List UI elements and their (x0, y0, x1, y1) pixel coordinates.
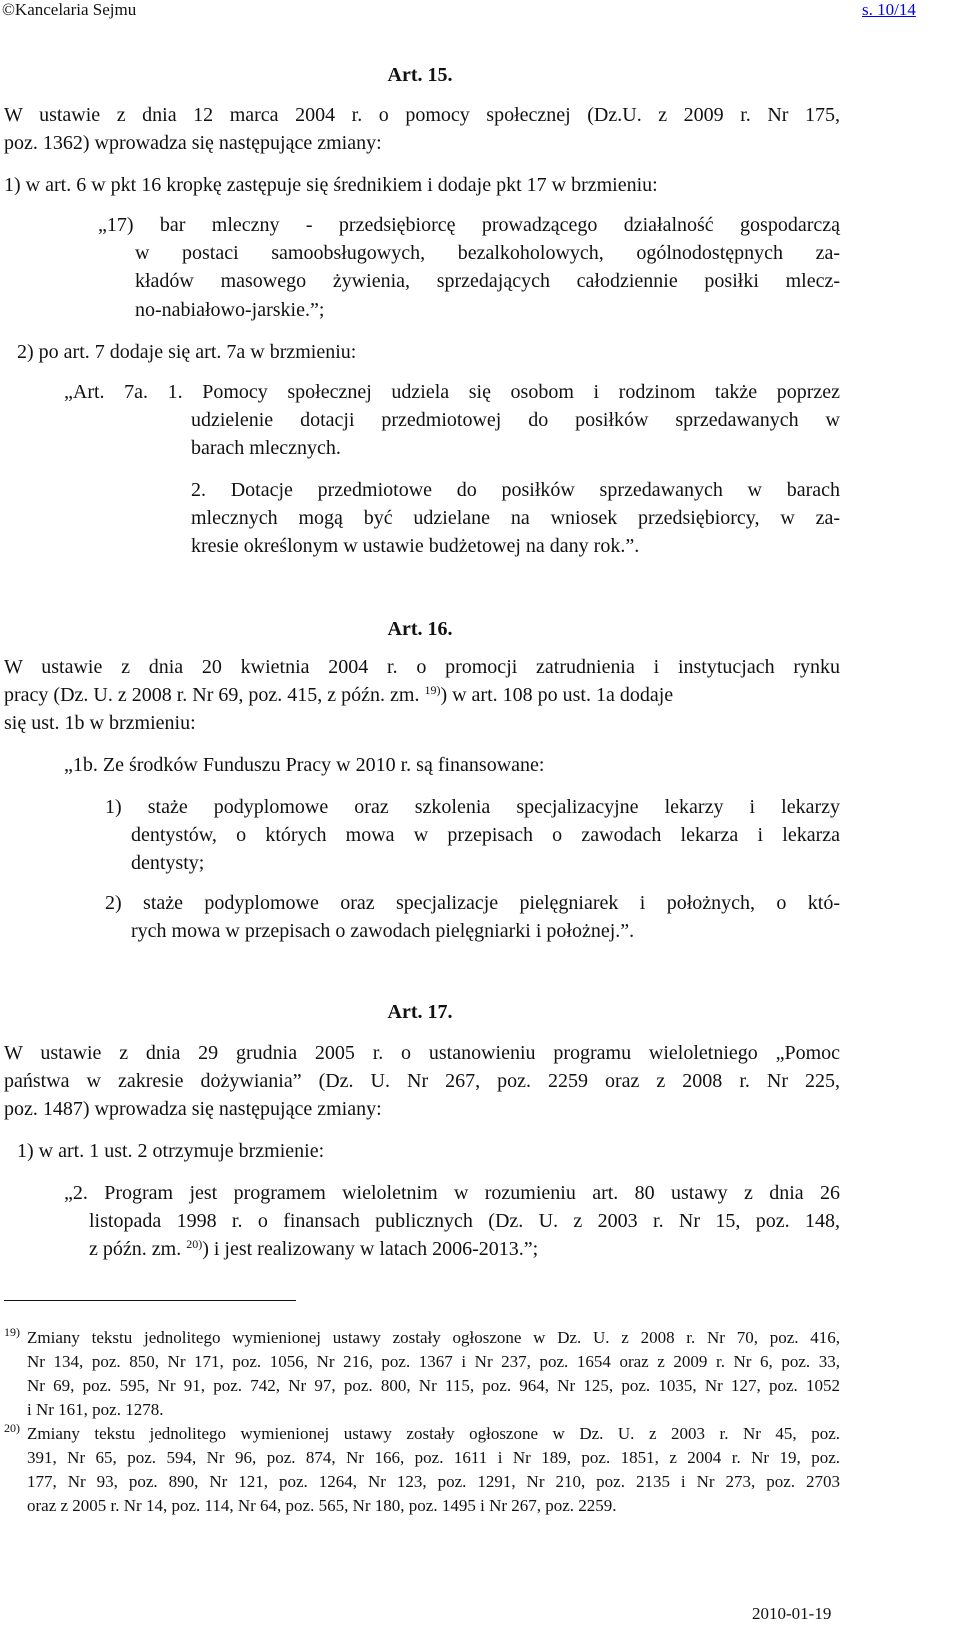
art15-item2: 2) po art. 7 dodaje się art. 7a w brzmieniu: (17, 341, 357, 363)
art16-point1-line1: 1) staże podyplomowe oraz szkolenia specjalizacyjne lekarzy i lekarzy (105, 796, 840, 818)
art16-intro-line2: pracy (Dz. U. z 2008 r. Nr 69, poz. 415, z późn. zm. $^{19)}$) w art. 108 po ust. 1a dodaje (4, 683, 674, 706)
art15-quote17-line1: „17) bar mleczny - przedsiębiorcę prowadzącego działalność gospodarczą (98, 214, 840, 236)
footnote-19-number: 19) (4, 1325, 20, 1339)
footnote-20-line3: 177, Nr 93, poz. 890, Nr 121, poz. 1264, Nr 123, poz. 1291, Nr 210, poz. 2135 i Nr 273, poz. 2703 (27, 1472, 840, 1491)
art7a-p2-line1: 2. Dotacje przedmiotowe do posiłków sprzedawanych w barach (191, 479, 840, 501)
footnote-19-line2: Nr 134, poz. 850, Nr 171, poz. 1056, Nr 216, poz. 1367 i Nr 237, poz. 1654 oraz z 2009 r. Nr 6, poz. 33, (27, 1352, 840, 1371)
art16-point2-line1: 2) staże podyplomowe oraz specjalizacje pielęgniarek i położnych, o któ- (105, 892, 840, 914)
art7a-p1-line1: „Art. 7a. 1. Pomocy społecznej udziela się osobom i rodzinom także poprzez (64, 381, 840, 403)
art15-quote17-line4: no-nabiałowo-jarskie.”; (135, 299, 325, 321)
art16-intro-line3: się ust. 1b w brzmieniu: (4, 712, 196, 734)
footnote-ref-19: 19) (424, 683, 441, 697)
art17-quote-line2: listopada 1998 r. o finansach publicznych (Dz. U. z 2003 r. Nr 15, poz. 148, (89, 1210, 840, 1232)
footnote-20-line1: Zmiany tekstu jednolitego wymienionej ustawy zostały ogłoszone w Dz. U. z 2003 r. Nr 45, poz. (27, 1424, 840, 1443)
footnote-ref-20: 20) (186, 1237, 203, 1251)
art15-quote17-line3: kładów masowego żywienia, sprzedających całodziennie posiłki mlecz- (135, 270, 840, 292)
art17-heading: Art. 17. (387, 1001, 453, 1023)
footnote-20-number: 20) (4, 1421, 20, 1435)
art16-point1-line2: dentystów, o których mowa w przepisach o zawodach lekarza i lekarza (131, 824, 840, 846)
art17-intro-line3: poz. 1487) wprowadza się następujące zmiany: (4, 1098, 382, 1120)
footnote-19-line4: i Nr 161, poz. 1278. (27, 1400, 164, 1419)
footnote-20-line2: 391, Nr 65, poz. 594, Nr 96, poz. 874, Nr 166, poz. 1611 i Nr 189, poz. 1851, z 2004 r. Nr 19, poz. (27, 1448, 840, 1467)
art15-intro-line1: W ustawie z dnia 12 marca 2004 r. o pomocy społecznej (Dz.U. z 2009 r. Nr 175, (4, 104, 840, 126)
art7a-p1-line3: barach mlecznych. (191, 437, 341, 459)
art16-intro-line1: W ustawie z dnia 20 kwietnia 2004 r. o promocji zatrudnienia i instytucjach rynku (4, 656, 840, 678)
art17-quote-line3: z późn. zm. $^{20)}$) i jest realizowany w latach 2006-2013.”; (89, 1237, 539, 1260)
art16-point2-line2: rych mowa w przepisach o zawodach pielęgniarki i położnej.”. (131, 920, 635, 942)
art16-quote-intro: „1b. Ze środków Funduszu Pracy w 2010 r. są finansowane: (64, 754, 545, 776)
art17-item1: 1) w art. 1 ust. 2 otrzymuje brzmienie: (17, 1140, 325, 1162)
page-number-link[interactable]: s. 10/14 (862, 0, 916, 19)
footer-date: 2010-01-19 (752, 1604, 832, 1623)
art7a-p2-line3: kresie określonym w ustawie budżetowej na dany rok.”. (191, 535, 640, 557)
footnote-19-line1: Zmiany tekstu jednolitego wymienionej ustawy zostały ogłoszone w Dz. U. z 2008 r. Nr 70, poz. 416, (27, 1328, 840, 1347)
art17-intro-line1: W ustawie z dnia 29 grudnia 2005 r. o ustanowieniu programu wieloletniego „Pomoc (4, 1042, 840, 1064)
art7a-p2-line2: mlecznych mogą być udzielane na wniosek przedsiębiorcy, w za- (191, 507, 840, 529)
art17-intro-line2: państwa w zakresie dożywiania” (Dz. U. Nr 267, poz. 2259 oraz z 2008 r. Nr 225, (4, 1070, 840, 1092)
header-source: ©Kancelaria Sejmu (2, 0, 137, 19)
art15-heading: Art. 15. (387, 64, 453, 86)
footnote-20-line4: oraz z 2005 r. Nr 14, poz. 114, Nr 64, poz. 565, Nr 180, poz. 1495 i Nr 267, poz. 2259. (27, 1496, 617, 1515)
footnote-separator (4, 1300, 296, 1301)
footnote-19-line3: Nr 69, poz. 595, Nr 91, poz. 742, Nr 97, poz. 800, Nr 115, poz. 964, Nr 125, poz. 1035, Nr 127, poz. 1052 (27, 1376, 840, 1395)
art7a-p1-line2: udzielenie dotacji przedmiotowej do posiłków sprzedawanych w (191, 409, 840, 431)
art16-heading: Art. 16. (387, 618, 453, 640)
art15-intro-line2: poz. 1362) wprowadza się następujące zmiany: (4, 132, 382, 154)
art16-point1-line3: dentysty; (131, 852, 205, 874)
art15-item1: 1) w art. 6 w pkt 16 kropkę zastępuje się średnikiem i dodaje pkt 17 w brzmieniu: (4, 174, 658, 196)
art15-quote17-line2: w postaci samoobsługowych, bezalkoholowych, ogólnodostępnych za- (135, 242, 840, 264)
art17-quote-line1: „2. Program jest programem wieloletnim w rozumieniu art. 80 ustawy z dnia 26 (64, 1182, 840, 1204)
